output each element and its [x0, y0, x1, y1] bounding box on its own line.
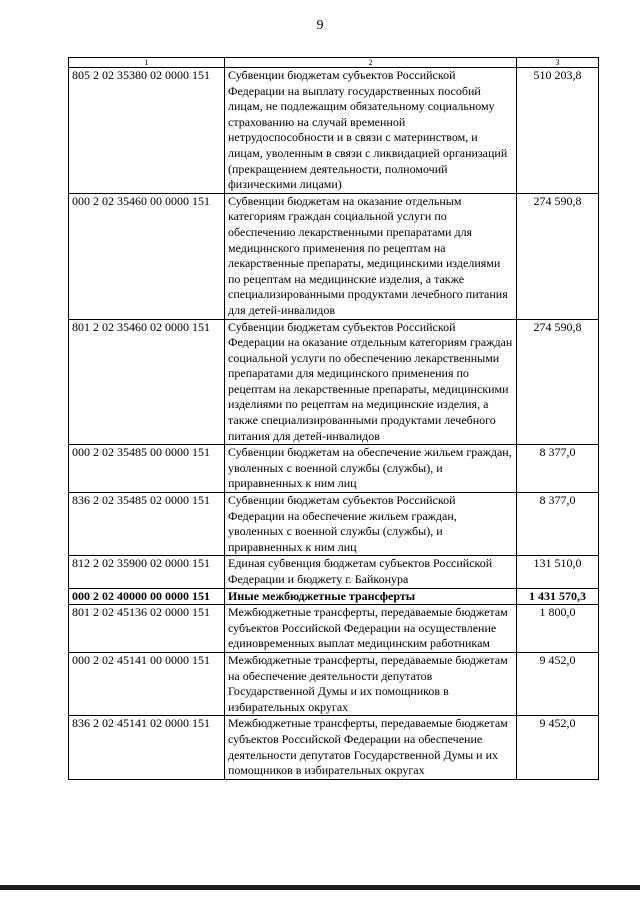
column-header-2: 2	[225, 58, 517, 68]
budget-code: 836 2 02 35485 02 0000 151	[69, 493, 225, 556]
item-amount: 9 452,0	[517, 652, 599, 715]
item-amount: 1 800,0	[517, 605, 599, 653]
item-amount: 8 377,0	[517, 445, 599, 493]
item-description: Субвенции бюджетам субъектов Российской Федерации на оказание отдельным категориям граждан социальной услуги по обеспечению лекарственными препаратами для медицинского применения по рецептам на лекарственные препараты, медицинскими изделиями по рецептам на медицинские изделия, а также специализированными продуктами лечебного питания для детей-инвалидов	[225, 319, 517, 445]
item-amount: 9 452,0	[517, 716, 599, 779]
item-amount: 131 510,0	[517, 556, 599, 588]
table-header-row	[69, 58, 599, 68]
table-row	[69, 493, 599, 556]
table-row	[69, 652, 599, 715]
item-description: Субвенции бюджетам на обеспечение жильем граждан, уволенных с военной службы (службы), и приравненных к ним лиц	[225, 445, 517, 493]
table-row	[69, 193, 599, 319]
item-description: Межбюджетные трансферты, передаваемые бюджетам субъектов Российской Федерации на обеспечение деятельности депутатов Государственной Думы и их помощников в избирательных округах	[225, 716, 517, 779]
budget-code: 000 2 02 45141 00 0000 151	[69, 652, 225, 715]
budget-code: 812 2 02 35900 02 0000 151	[69, 556, 225, 588]
item-description: Субвенции бюджетам субъектов Российской Федерации на обеспечение жильем граждан, уволенных с военной службы (службы), и приравненных к ним лиц	[225, 493, 517, 556]
budget-code: 000 2 02 40000 00 0000 151	[69, 588, 225, 605]
budget-code: 000 2 02 35485 00 0000 151	[69, 445, 225, 493]
table-row	[69, 319, 599, 445]
budget-table	[68, 57, 599, 780]
item-description: Субвенции бюджетам на оказание отдельным категориям граждан социальной услуги по обеспечению лекарственными препаратами для медицинского применения по рецептам на лекарственные препараты, медицинскими изделиями по рецептам на медицинские изделия, а также специализированными продуктами лечебного питания для детей-инвалидов	[225, 193, 517, 319]
column-header-3: 3	[517, 58, 599, 68]
item-amount: 1 431 570,3	[517, 588, 599, 605]
budget-code: 000 2 02 35460 00 0000 151	[69, 193, 225, 319]
budget-code: 805 2 02 35380 02 0000 151	[69, 68, 225, 194]
table-row	[69, 445, 599, 493]
item-amount: 274 590,8	[517, 193, 599, 319]
table-row	[69, 68, 599, 194]
item-description: Межбюджетные трансферты, передаваемые бюджетам на обеспечение деятельности депутатов Государственной Думы и их помощников в избирательных округах	[225, 652, 517, 715]
column-header-1: 1	[69, 58, 225, 68]
table-row	[69, 605, 599, 653]
item-description: Субвенции бюджетам субъектов Российской Федерации на выплату государственных пособий лицам, не подлежащим обязательному социальному страхованию на случай временной нетрудоспособности и в связи с материнством, и лицам, уволенным в связи с ликвидацией организаций (прекращением деятельности, полномочий физическими лицами)	[225, 68, 517, 194]
budget-code: 836 2 02 45141 02 0000 151	[69, 716, 225, 779]
item-amount: 8 377,0	[517, 493, 599, 556]
item-description: Единая субвенция бюджетам субъектов Российской Федерации и бюджету г. Байконура	[225, 556, 517, 588]
bottom-scan-edge	[0, 885, 640, 890]
item-amount: 274 590,8	[517, 319, 599, 445]
budget-code: 801 2 02 45136 02 0000 151	[69, 605, 225, 653]
item-amount: 510 203,8	[517, 68, 599, 194]
page-number: 9	[316, 18, 324, 33]
budget-code: 801 2 02 35460 02 0000 151	[69, 319, 225, 445]
table-row-subtotal	[69, 588, 599, 605]
table-row	[69, 716, 599, 779]
item-description: Иные межбюджетные трансферты	[225, 588, 517, 605]
table-row	[69, 556, 599, 588]
item-description: Межбюджетные трансферты, передаваемые бюджетам субъектов Российской Федерации на осуществление единовременных выплат медицинским работникам	[225, 605, 517, 653]
